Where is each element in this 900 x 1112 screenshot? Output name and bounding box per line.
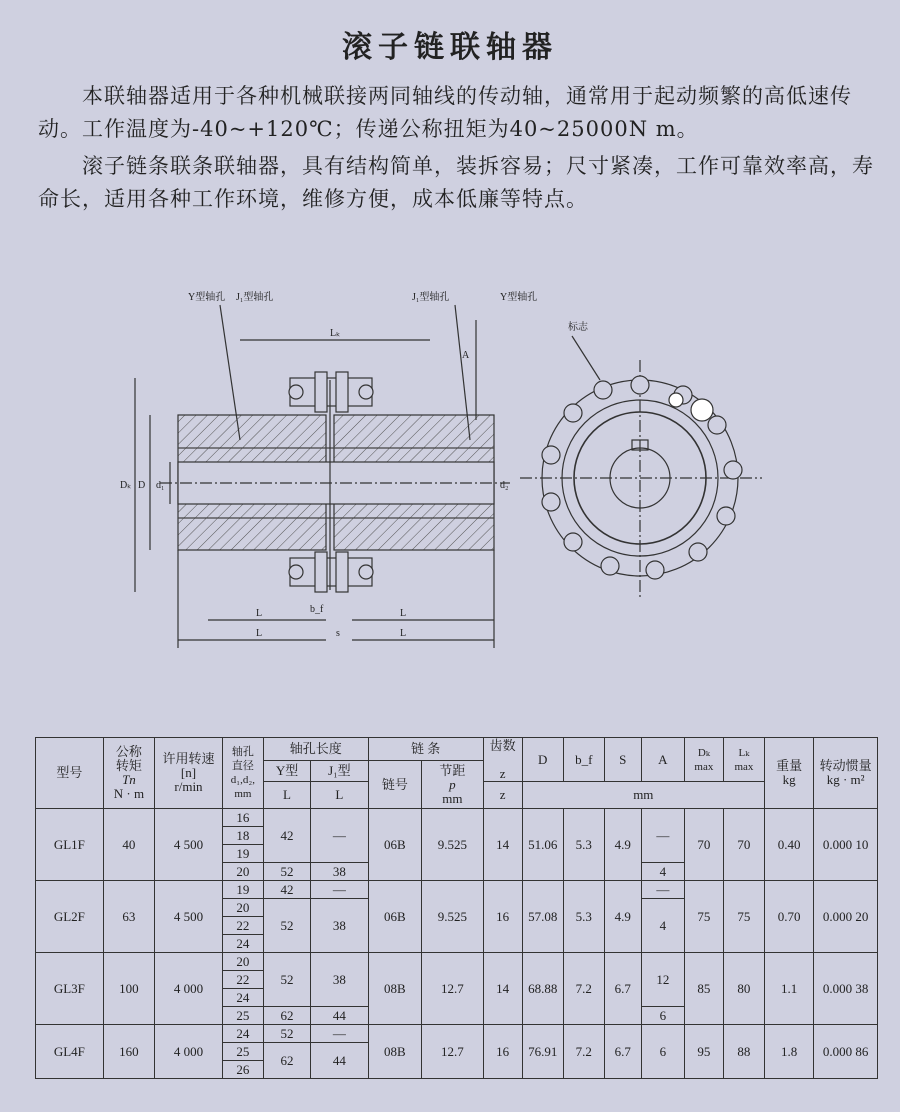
cell-model: GL1F [36,809,104,881]
col-bore-length: 轴孔长度 [263,738,368,761]
col-z: z [483,782,522,809]
cell-bf: 7.2 [563,953,604,1025]
cell-speed: 4 000 [155,953,223,1025]
cell-inertia: 0.000 86 [814,1025,878,1079]
cell-bore: 19 [222,881,263,899]
dim-l-left-1: L [256,608,263,619]
cell-z: 16 [483,881,522,953]
cell-lj: 38 [311,953,369,1007]
cell-ly: 42 [263,809,310,863]
label-j1-hole-left: J₁型轴孔 [236,292,274,303]
cell-s: 4.9 [604,809,641,881]
cell-lk: 80 [723,953,764,1025]
cell-bore: 16 [222,809,263,827]
cell-bore: 26 [222,1061,263,1079]
cell-bore: 20 [222,863,263,881]
col-speed: 许用转速 [n] r/min [155,738,223,809]
col-mm-unit: mm [522,782,764,809]
cell-dk: 85 [684,953,723,1025]
cell-a: 6 [641,1025,684,1079]
col-bore: 轴孔 直径 d₁,d₂, mm [222,738,263,809]
side-view [135,305,510,648]
cell-inertia: 0.000 10 [814,809,878,881]
cell-bore: 22 [222,917,263,935]
cell-lj: 44 [311,1043,369,1079]
col-inertia: 转动惯量 kg · m² [814,738,878,809]
cell-weight: 0.40 [764,809,813,881]
description-text-1: 本联轴器适用于各种机械联接两同轴线的传动轴，通常用于起动频繁的高低速传动。工作温度为-40~+120℃；传递公称扭矩为40~25000N m。 [38,84,852,141]
col-model: 型号 [36,738,104,809]
col-d: D [522,738,563,782]
cell-ly: 52 [263,863,310,881]
cell-a: 4 [641,863,684,881]
page-title: 滚子链联轴器 [342,30,558,65]
table-row [36,881,878,899]
end-view [520,336,762,598]
col-s: S [604,738,641,782]
cell-d: 57.08 [522,881,563,953]
cell-weight: 0.70 [764,881,813,953]
cell-chain: 08B [368,953,421,1025]
cell-pitch: 9.525 [422,809,484,881]
col-bf: b_f [563,738,604,782]
cell-chain: 08B [368,1025,421,1079]
cell-torque: 40 [103,809,154,881]
label-j1-hole-right: J₁型轴孔 [412,292,450,303]
description-paragraph-1 [38,80,890,146]
cell-bore: 25 [222,1007,263,1025]
col-weight: 重量 kg [764,738,813,809]
cell-inertia: 0.000 20 [814,881,878,953]
cell-bore: 24 [222,989,263,1007]
cell-lj: — [311,881,369,899]
dim-d1: d₁ [156,480,165,491]
dim-a: A [462,350,470,361]
cell-inertia: 0.000 38 [814,953,878,1025]
dim-lk: Lₖ [330,328,341,339]
cell-dk: 95 [684,1025,723,1079]
cell-lj: — [311,1025,369,1043]
description-paragraph-2 [38,150,890,216]
dim-s: s [336,628,340,639]
col-chain-no: 链号 [368,761,421,809]
cell-torque: 160 [103,1025,154,1079]
header-row-1 [36,738,878,761]
cell-pitch: 9.525 [422,881,484,953]
cell-dk: 75 [684,881,723,953]
col-chain: 链 条 [368,738,483,761]
col-lk: Lₖ max [723,738,764,782]
cell-ly: 62 [263,1007,310,1025]
cell-weight: 1.8 [764,1025,813,1079]
cell-lj: 38 [311,863,369,881]
coupling-drawing [0,280,900,660]
table-row [36,809,878,827]
cell-speed: 4 500 [155,809,223,881]
dim-d: D [138,480,146,491]
col-l-y: L [263,782,310,809]
cell-a: — [641,809,684,863]
table-row [36,1025,878,1043]
col-y-type: Y型 [263,761,310,782]
cell-ly: 62 [263,1043,310,1079]
dim-dk: Dₖ [120,480,132,491]
col-a: A [641,738,684,782]
label-y-hole-right: Y型轴孔 [500,292,538,303]
dim-d2: d₂ [500,480,509,491]
cell-pitch: 12.7 [422,953,484,1025]
cell-lk: 70 [723,809,764,881]
cell-a: — [641,881,684,899]
cell-z: 16 [483,1025,522,1079]
cell-ly: 52 [263,953,310,1007]
col-pitch: 节距 p mm [422,761,484,809]
cell-d: 76.91 [522,1025,563,1079]
label-y-hole-left: Y型轴孔 [188,292,226,303]
cell-bf: 5.3 [563,809,604,881]
cell-ly: 52 [263,899,310,953]
cell-z: 14 [483,809,522,881]
dim-bf: b_f [310,604,324,615]
cell-bore: 20 [222,953,263,971]
cell-s: 6.7 [604,953,641,1025]
col-torque: 公称 转矩 Tn N · m [103,738,154,809]
cell-lj: 38 [311,899,369,953]
cell-model: GL4F [36,1025,104,1079]
chain-bottom [289,552,373,592]
dim-l-right-2: L [400,628,407,639]
cell-bore: 25 [222,1043,263,1061]
cell-bore: 18 [222,827,263,845]
cell-bf: 7.2 [563,1025,604,1079]
table-row [36,953,878,971]
cell-model: GL3F [36,953,104,1025]
chain-top [289,372,373,412]
cell-bore: 20 [222,899,263,917]
cell-bore: 22 [222,971,263,989]
cell-lk: 88 [723,1025,764,1079]
cell-bore: 19 [222,845,263,863]
col-teeth: 齿数 z [483,738,522,782]
cell-bore: 24 [222,935,263,953]
description-text-2: 滚子链条联条联轴器，具有结构简单，装拆容易；尺寸紧凑，工作可靠效率高，寿命长，适用各种工作环境，维修方便，成本低廉等特点。 [38,154,874,211]
cell-a: 6 [641,1007,684,1025]
cell-d: 68.88 [522,953,563,1025]
cell-pitch: 12.7 [422,1025,484,1079]
cell-torque: 100 [103,953,154,1025]
cell-dk: 70 [684,809,723,881]
label-mark: 标志 [568,322,588,333]
cell-a: 12 [641,953,684,1007]
cell-speed: 4 500 [155,881,223,953]
col-l-j1: L [311,782,369,809]
cell-s: 4.9 [604,881,641,953]
spec-table [35,737,878,1079]
cell-lk: 75 [723,881,764,953]
cell-bf: 5.3 [563,881,604,953]
cell-lj: — [311,809,369,863]
cell-ly: 42 [263,881,310,899]
cell-chain: 06B [368,809,421,881]
cell-d: 51.06 [522,809,563,881]
cell-lj: 44 [311,1007,369,1025]
dim-l-right-1: L [400,608,407,619]
cell-weight: 1.1 [764,953,813,1025]
cell-bore: 24 [222,1025,263,1043]
dim-l-left-2: L [256,628,263,639]
cell-z: 14 [483,953,522,1025]
cell-torque: 63 [103,881,154,953]
col-j1-type: J₁型 [311,761,369,782]
cell-model: GL2F [36,881,104,953]
cell-speed: 4 000 [155,1025,223,1079]
cell-a: 4 [641,899,684,953]
cell-s: 6.7 [604,1025,641,1079]
cell-ly: 52 [263,1025,310,1043]
cell-chain: 06B [368,881,421,953]
col-dk: Dₖ max [684,738,723,782]
